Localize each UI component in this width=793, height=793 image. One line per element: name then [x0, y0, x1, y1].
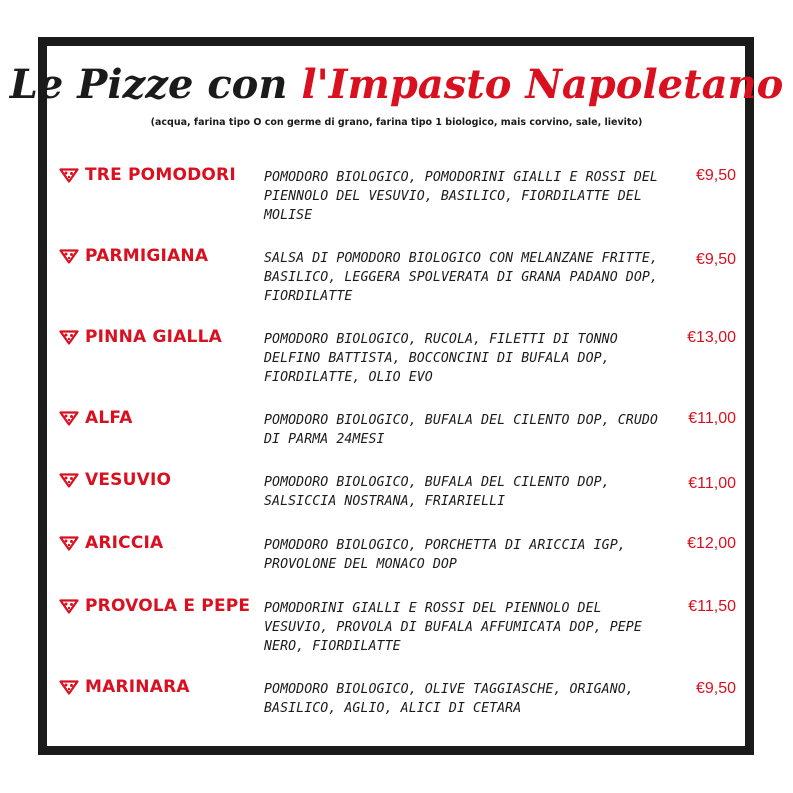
pizza-price: €13,00: [687, 329, 736, 346]
pizza-name-text: ARICCIA: [85, 533, 164, 553]
pizza-name: [59, 470, 171, 490]
pizza-price: €11,00: [688, 475, 736, 492]
pizza-slice-icon: [59, 329, 79, 345]
pizza-slice-icon: [59, 472, 79, 488]
dough-ingredients: (acqua, farina tipo O con germe di grano, farina tipo 1 biologico, mais corvino, sale, lievito): [150, 117, 643, 128]
pizza-price: €9,50: [695, 680, 736, 697]
pizza-slice-icon: [59, 598, 79, 614]
pizza-description: POMODORO BIOLOGICO, BUFALA DEL CILENTO DOP, CRUDO DI PARMA 24MESI: [264, 413, 658, 447]
pizza-description: POMODORINI GIALLI E ROSSI DEL PIENNOLO DEL VESUVIO, PROVOLA DI BUFALA AFFUMICATA DOP, PEPE NERO, FIORDILATTE: [264, 601, 642, 654]
pizza-slice-icon: [59, 410, 79, 426]
pizza-description: POMODORO BIOLOGICO, OLIVE TAGGIASCHE, ORIGANO, BASILICO, AGLIO, ALICI DI CETARA: [264, 682, 634, 716]
pizza-description: POMODORO BIOLOGICO, POMODORINI GIALLI E ROSSI DEL PIENNOLO DEL VESUVIO, BASILICO, FIORDILATTE DEL MOLISE: [264, 170, 658, 223]
title-part-red: l'Impasto Napoletano: [301, 61, 784, 108]
pizza-name: [59, 677, 190, 697]
pizza-description: POMODORO BIOLOGICO, PORCHETTA DI ARICCIA IGP, PROVOLONE DEL MONACO DOP: [264, 538, 626, 572]
pizza-name: [59, 533, 163, 553]
menu-title: [0, 60, 793, 110]
pizza-description: POMODORO BIOLOGICO, RUCOLA, FILETTI DI TONNO DELFINO BATTISTA, BOCCONCINI DI BUFALA DOP, FIORDILATTE, OLIO EVO: [264, 332, 618, 385]
pizza-name-text: PROVOLA E PEPE: [85, 596, 251, 616]
pizza-name-text: VESUVIO: [85, 470, 172, 490]
pizza-slice-icon: [59, 679, 79, 695]
pizza-price: €11,50: [688, 598, 736, 615]
pizza-name: [59, 596, 250, 616]
pizza-price: €12,00: [687, 535, 736, 552]
pizza-name-text: MARINARA: [85, 677, 190, 697]
pizza-name-text: PARMIGIANA: [85, 246, 209, 266]
pizza-slice-icon: [59, 248, 79, 264]
pizza-name-text: TRE POMODORI: [85, 165, 236, 185]
pizza-description: SALSA DI POMODORO BIOLOGICO CON MELANZANE FRITTE, BASILICO, LEGGERA SPOLVERATA DI GRANA PADANO DOP, FIORDILATTE: [264, 251, 658, 304]
pizza-name-text: ALFA: [85, 408, 133, 428]
pizza-name-text: PINNA GIALLA: [85, 327, 222, 347]
pizza-name: [59, 327, 222, 347]
pizza-slice-icon: [59, 167, 79, 183]
pizza-price: €11,00: [688, 410, 736, 427]
pizza-slice-icon: [59, 535, 79, 551]
title-part-black: Le Pizze con: [9, 61, 302, 108]
pizza-name: [59, 246, 208, 266]
pizza-description: POMODORO BIOLOGICO, BUFALA DEL CILENTO DOP, SALSICCIA NOSTRANA, FRIARIELLI: [264, 475, 610, 509]
pizza-price: €9,50: [695, 251, 736, 268]
pizza-name: [59, 408, 133, 428]
pizza-name: [59, 165, 236, 185]
pizza-price: €9,50: [695, 167, 736, 184]
